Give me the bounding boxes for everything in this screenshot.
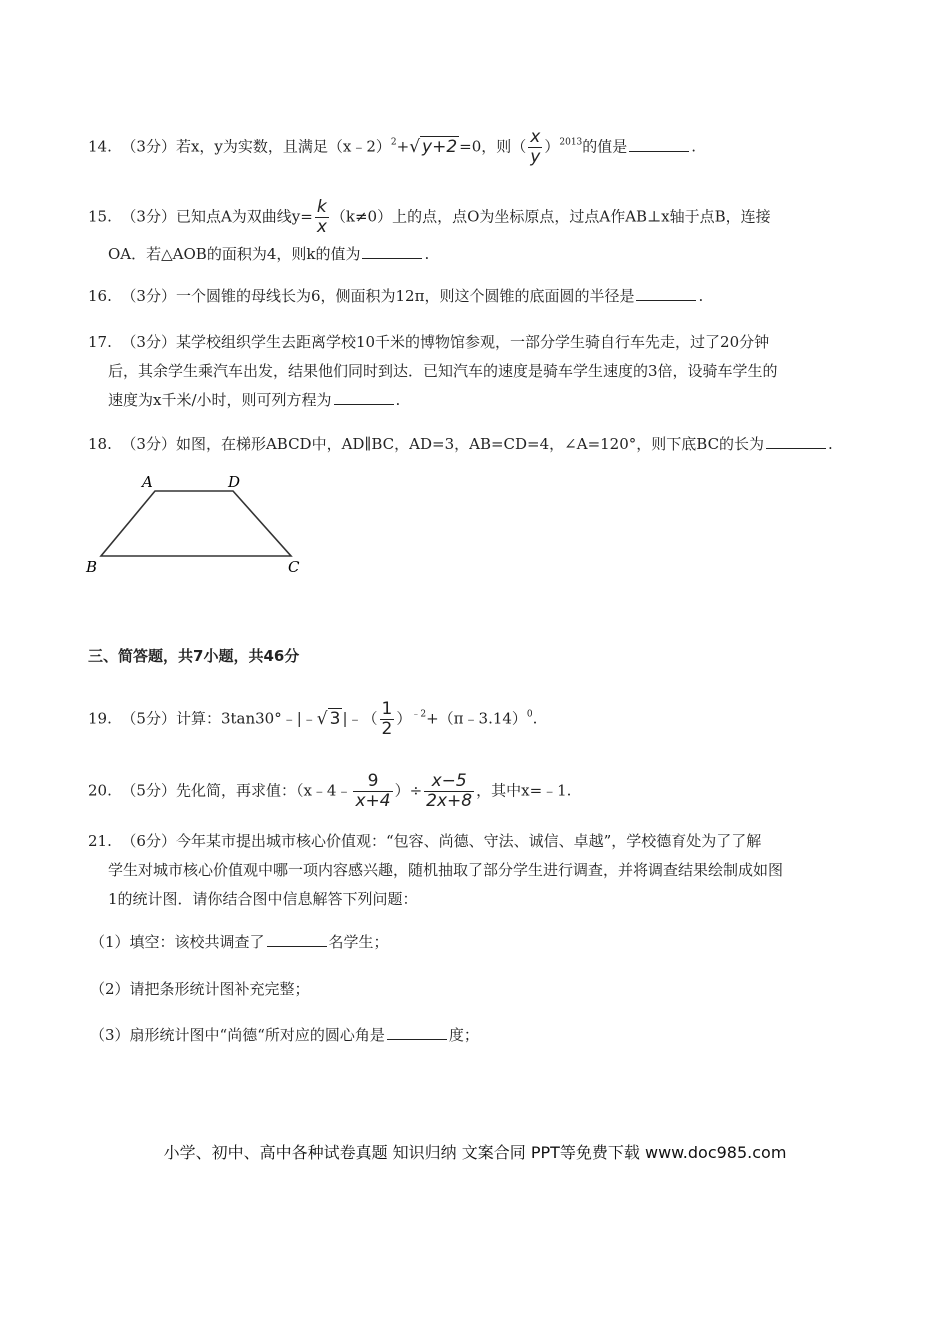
answer-blank: [267, 932, 327, 947]
vertex-label-c: C: [288, 558, 300, 576]
trapezoid-shape: [101, 491, 291, 556]
question-15: 15. （3分）已知点A为双曲线y= $\frac{k}{x}$ （k≠0）上的点，点O为坐标原点，过点A作AB⊥x轴于点B，连接: [88, 197, 771, 237]
sub-question-2: （2）请把条形统计图补充完整；: [90, 980, 310, 998]
footer-text: 小学、初中、高中各种试卷真题 知识归纳 文案合同 PPT等免费下载 www.doc985.com: [163, 1143, 787, 1162]
question-14: 14. （3分）若x，y为实数，且满足（x﹣2）$^2$+√ y+2 =0，则（ $\frac{x}{y}$ ）$^{2013}$的值是 .: [88, 127, 697, 167]
question-21-line2: 学生对城市核心价值观中哪一项内容感兴趣，随机抽取了部分学生进行调查，并将调查结果绘制成如图: [108, 861, 784, 879]
square-root: √ y+2: [409, 136, 458, 157]
square-root: √ 3: [316, 708, 341, 729]
fraction: $\frac{x}{y}$: [530, 127, 541, 167]
answer-blank: [387, 1025, 447, 1040]
question-17: 17. （3分）某学校组织学生去距离学校10千米的博物馆参观，一部分学生骑自行车先走，过了20分钟: [88, 333, 770, 351]
question-21: 21. （6分）今年某市提出城市核心价值观：“包容、尚德、守法、诚信、卓越”，学校德育处为了了解: [88, 832, 762, 850]
question-17-line2: 后，其余学生乘汽车出发，结果他们同时到达．已知汽车的速度是骑车学生速度的3倍，设骑车学生的: [108, 362, 778, 380]
answer-blank: [766, 434, 826, 449]
vertex-label-a: A: [142, 473, 153, 491]
sub-question-3: （3）扇形统计图中“尚德“所对应的圆心角是 度；: [90, 1026, 479, 1044]
fraction: $\frac{x-5}{2x+8}$: [426, 771, 473, 811]
section-heading: 三、简答题，共7小题，共46分: [88, 647, 300, 665]
fraction: $\frac{1}{2}$: [381, 699, 393, 739]
answer-blank: [334, 390, 394, 405]
answer-blank: [362, 244, 422, 259]
question-15-line2: OA．若△AOB的面积为4，则k的值为 .: [108, 245, 430, 263]
vertex-label-b: B: [86, 558, 98, 576]
sub-question-1: （1）填空：该校共调查了 名学生；: [90, 933, 389, 951]
trapezoid-figure: [80, 470, 310, 580]
answer-blank: [629, 137, 689, 152]
question-18: 18. （3分）如图，在梯形ABCD中，AD∥BC，AD=3，AB=CD=4，∠A=120°，则下底BC的长为 .: [88, 435, 833, 453]
question-19: 19. （5分）计算：3tan30°﹣|﹣√ 3 |﹣（ $\frac{1}{2}$ ）$^{﹣2}$+（π﹣3.14）$^0$.: [88, 699, 538, 739]
vertex-label-d: D: [228, 473, 241, 491]
question-21-line3: 1的统计图．请你结合图中信息解答下列问题：: [108, 890, 418, 908]
answer-blank: [636, 286, 696, 301]
question-16: 16. （3分）一个圆锥的母线长为6，侧面积为12π，则这个圆锥的底面圆的半径是 .: [88, 287, 704, 305]
question-20: 20. （5分）先化简，再求值：（x﹣4﹣ $\frac{9}{x+4}$ ）÷ $\frac{x-5}{2x+8}$ ，其中x=﹣1.: [88, 771, 572, 811]
question-17-line3: 速度为x千米/小时，则可列方程为 .: [108, 391, 401, 409]
question-number: 14.: [88, 137, 112, 156]
fraction: $\frac{9}{x+4}$: [355, 771, 391, 811]
fraction: $\frac{k}{x}$: [316, 197, 327, 237]
